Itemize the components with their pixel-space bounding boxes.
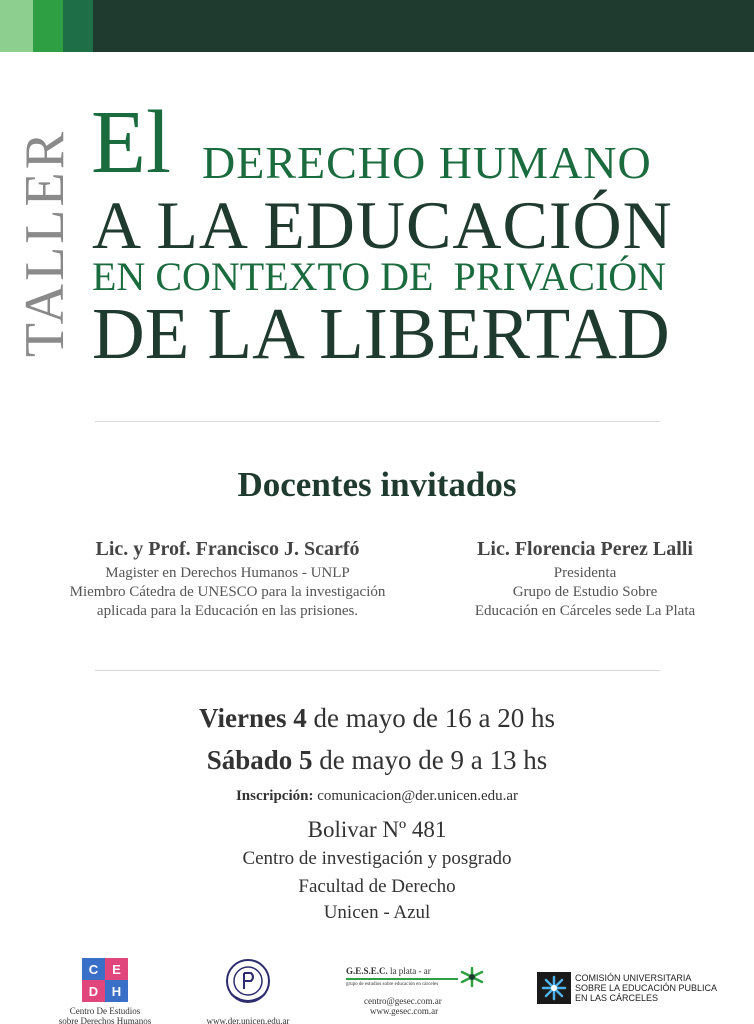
speaker-2 [430,537,740,621]
speaker-detail: Grupo de Estudio Sobre [512,584,658,600]
cedh-letter: D [82,980,105,1002]
bar-segment-mid [63,0,93,52]
speaker-name: Lic. Florencia Perez Lalli [477,538,693,560]
cu-line: EN LAS CÁRCELES [575,993,659,1003]
bar-segment-green [33,0,63,52]
divider-top [95,421,660,422]
gesec-email[interactable]: centro@gesec.com.ar [364,996,442,1006]
gesec-line [346,978,458,980]
cedh-letter: H [105,980,128,1002]
bar-segment-dark [93,0,754,52]
gesec-subtitle: la plata - ar [390,966,431,976]
gesec-url[interactable]: www.gesec.com.ar [370,1006,439,1016]
address-street: Bolivar Nº 481 [307,817,447,842]
speaker-detail: Magister en Derechos Humanos - UNLP [105,565,350,581]
speaker-1 [30,537,425,621]
registration-email[interactable]: comunicacion@der.unicen.edu.ar [313,788,519,804]
cedh-letter: E [105,958,128,980]
cu-line: COMISIÓN UNIVERSITARIA [575,973,692,983]
address-city: Unicen - Azul [323,902,431,923]
speaker-detail: Miembro Cátedra de UNESCO para la investigación [69,584,386,600]
title-line-2: A LA EDUCACIÓN [92,187,673,263]
schedule-day: Sábado 5 [206,745,313,775]
address-center: Centro de investigación y posgrado [242,848,512,869]
title-el: El [91,93,171,192]
schedule-time: de mayo de 9 a 13 hs [312,745,548,775]
speaker-detail: aplicada para la Educación en las prisiones. [96,603,359,619]
cu-logo [537,972,717,1004]
gesec-tagline: grupo de estudios sobre educación en cárceles [346,982,439,987]
title-line-3: EN CONTEXTO DE PRIVACIÓN [92,254,667,299]
gesec-logo [346,966,486,1016]
title-line-1: DERECHO HUMANO [202,137,652,188]
speaker-name: Lic. y Prof. Francisco J. Scarfó [95,538,360,560]
cu-line: SOBRE LA EDUCACIÓN PUBLICA [575,983,718,993]
cedh-logo [45,958,165,1024]
cedh-caption: Centro De Estudios [69,1006,141,1016]
unicen-url[interactable]: www.der.unicen.edu.ar [206,1016,290,1024]
registration-label: Inscripción: [235,788,314,804]
address-faculty: Facultad de Derecho [298,876,456,897]
section-title: Docentes invitados [237,465,517,504]
cedh-caption: sobre Derechos Humanos [58,1016,152,1024]
schedule-saturday [0,745,754,776]
title-line-4: DE LA LIBERTAD [92,293,670,374]
gesec-title: G.E.S.E.C. [346,966,388,976]
schedule-day: Viernes 4 [199,703,307,733]
vertical-taller-label: TALLER [14,128,76,358]
bar-segment-light [0,0,33,52]
speaker-detail: Educación en Cárceles sede La Plata [474,603,696,619]
divider-bottom [95,670,660,671]
top-color-bar [0,0,754,52]
schedule-time: de mayo de 16 a 20 hs [306,703,555,733]
unicen-seal-icon [221,956,275,1008]
gesec-star-icon [458,966,486,988]
cu-text [575,973,717,1003]
cedh-logo-icon [82,958,128,1002]
cu-burst-icon [537,972,571,1004]
cedh-letter: C [82,958,105,980]
speaker-detail: Presidenta [553,565,617,581]
unicen-logo [198,956,298,1024]
registration-line [0,788,754,805]
schedule-friday [0,703,754,734]
